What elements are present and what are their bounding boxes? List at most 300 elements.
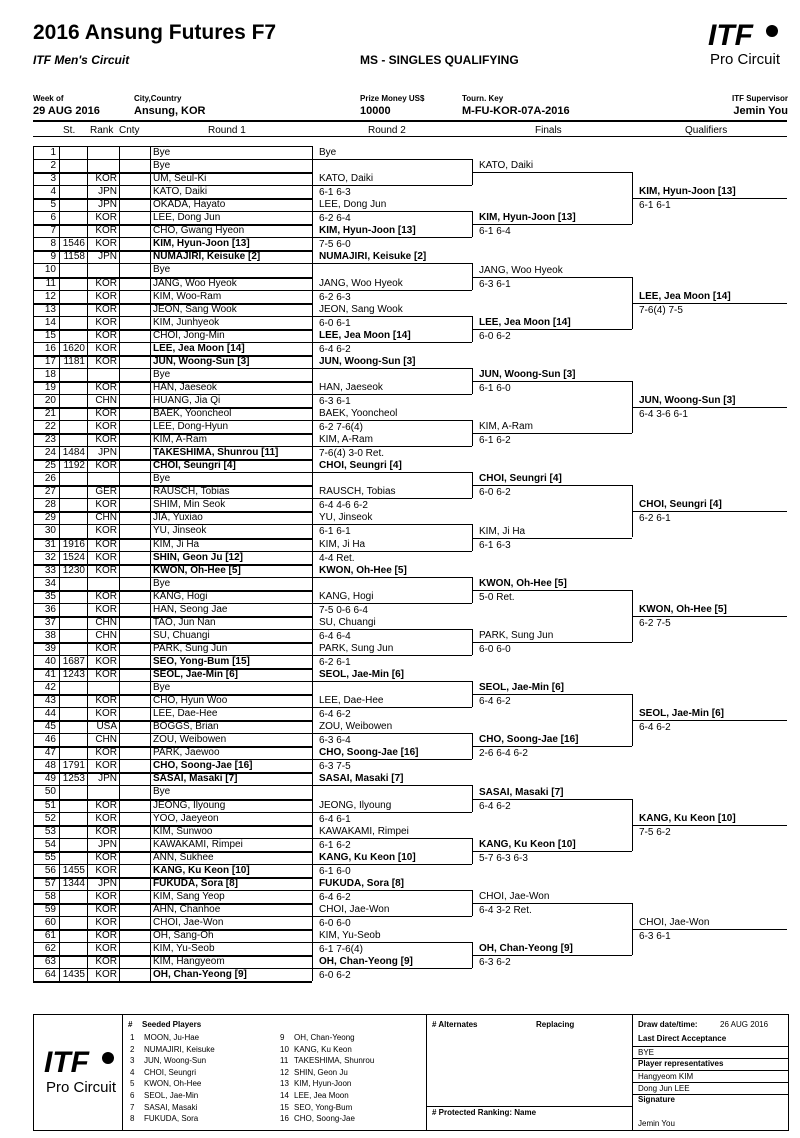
finals-line	[472, 381, 632, 382]
player-country: KOR	[95, 564, 117, 576]
player-rank: 1253	[62, 773, 85, 785]
round2-line	[312, 185, 472, 186]
player-name: KIM, Ji Ha	[153, 538, 200, 550]
player-name: YU, Jinseok	[153, 525, 207, 537]
draw-pos: 36	[44, 603, 56, 615]
footer-sep3	[632, 1015, 633, 1130]
player-name: TAO, Jun Nan	[153, 616, 216, 628]
draw-pos: 17	[44, 355, 56, 367]
seed-number: 15	[280, 1102, 289, 1112]
round2-line	[312, 916, 472, 917]
round2-winner: CHOI, Seungri [4]	[319, 460, 402, 472]
finals-score: 6-4 6-2	[479, 696, 511, 708]
player-rank: 1344	[62, 877, 85, 889]
seed-name: SASAI, Masaki	[144, 1102, 198, 1112]
last-da-value: BYE	[638, 1048, 655, 1057]
player-country: KOR	[95, 381, 117, 393]
draw-pos: 37	[44, 616, 56, 628]
player-country: KOR	[95, 499, 117, 511]
seed-number: 13	[280, 1079, 289, 1089]
round2-line	[312, 968, 472, 969]
finals-score: 5-7 6-3 6-3	[479, 852, 528, 864]
round2-line	[312, 472, 472, 473]
player-rank: 1435	[62, 969, 85, 981]
player-name: KANG, Ku Keon [10]	[153, 864, 250, 876]
player-name: SEOL, Jae-Min [6]	[153, 669, 239, 680]
player-rank: 1620	[62, 342, 85, 354]
ball-icon	[102, 1052, 114, 1064]
draw-pos: 25	[44, 460, 56, 472]
player-name: KIM, Woo-Ram	[153, 290, 222, 302]
player-country: KOR	[95, 277, 117, 289]
draw-pos: 22	[44, 421, 56, 433]
draw-pos: 59	[44, 903, 56, 915]
player-name: OH, Chan-Yeong [9]	[153, 969, 247, 981]
qualifiers-score: 6-4 3-6 6-1	[639, 409, 688, 420]
row-line	[33, 785, 312, 786]
draw-pos: 34	[44, 577, 56, 589]
finals-line	[472, 277, 632, 278]
reps-label: Player representatives	[638, 1059, 724, 1068]
round2-winner: KATO, Daiki	[319, 173, 374, 185]
round2-winner: KIM, A-Ram	[319, 434, 373, 446]
row-line	[33, 146, 312, 147]
player-country: KOR	[95, 825, 117, 837]
player-name: KIM, Yu-Seob	[153, 943, 215, 955]
round2-line	[312, 733, 472, 734]
qualifiers-winner: KANG, Ku Keon [10]	[639, 812, 736, 824]
player-name: JEON, Sang Wook	[153, 303, 237, 315]
player-name: JIA, Yuxiao	[153, 512, 203, 524]
finals-score: 6-0 6-0	[479, 643, 511, 655]
player-name: KIM, Sunwoo	[153, 825, 213, 837]
player-country: KOR	[95, 173, 117, 185]
player-name: LEE, Jea Moon [14]	[153, 342, 245, 354]
round2-score: 6-1 6-1	[319, 526, 351, 538]
supervisor-value: Jemin You	[733, 105, 788, 117]
player-country: KOR	[95, 355, 117, 367]
draw-pos: 58	[44, 890, 56, 902]
finals-line	[472, 538, 632, 539]
round2-winner: SU, Chuangi	[319, 616, 376, 628]
draw-pos: 43	[44, 695, 56, 707]
qualifiers-line	[632, 303, 787, 304]
player-name: LEE, Dong-Hyun	[153, 421, 229, 433]
seeded-hash: #	[128, 1020, 133, 1029]
week-label: Week of	[33, 94, 64, 103]
player-country: KOR	[95, 930, 117, 941]
protected-label: # Protected Ranking: Name	[432, 1108, 537, 1117]
round2-line	[312, 890, 472, 891]
player-country: KOR	[95, 590, 117, 602]
row-line	[33, 981, 312, 983]
player-name: Bye	[153, 473, 171, 485]
player-name: RAUSCH, Tobias	[153, 486, 230, 498]
round2-line	[312, 237, 472, 238]
qualifiers-winner: CHOI, Seungri [4]	[639, 499, 722, 511]
player-name: HUANG, Jia Qi	[153, 394, 221, 406]
finals-winner: KIM, A-Ram	[479, 421, 533, 433]
round2-winner: JANG, Woo Hyeok	[319, 277, 403, 289]
finals-line	[472, 903, 632, 904]
row-line	[33, 263, 312, 264]
seed-name: OH, Chan-Yeong	[294, 1033, 355, 1042]
player-name: Bye	[153, 682, 171, 694]
seed-number: 6	[130, 1091, 135, 1100]
round2-winner: KIM, Ji Ha	[319, 538, 366, 550]
row-line	[33, 472, 312, 473]
draw-pos: 21	[44, 408, 56, 419]
round2-winner: KWON, Oh-Hee [5]	[319, 564, 407, 576]
draw-pos: 60	[44, 916, 56, 928]
signature-label: Signature	[638, 1095, 675, 1104]
finals-score: 6-4 3-2 Ret.	[479, 904, 532, 916]
finals-score: 6-1 6-0	[479, 382, 511, 394]
seeded-title: Seeded Players	[142, 1020, 202, 1029]
round2-score: 6-4 6-4	[319, 630, 351, 642]
player-name: KIM, Hangyeom	[153, 956, 225, 968]
seed-number: 1	[130, 1033, 135, 1042]
round2-line	[312, 316, 472, 317]
player-country: KOR	[95, 747, 117, 759]
round2-score: 6-2 6-3	[319, 291, 351, 303]
draw-pos: 5	[50, 199, 56, 211]
round2-line	[312, 498, 472, 499]
last-da-divider	[632, 1046, 788, 1047]
seed-number: 2	[130, 1044, 135, 1054]
player-name: UM, Seul-Ki	[153, 173, 207, 185]
prize-value: 10000	[360, 105, 391, 117]
round2-winner: OH, Chan-Yeong [9]	[319, 956, 413, 968]
col-qualifiers: Qualifiers	[685, 125, 728, 136]
qualifiers-winner: JUN, Woong-Sun [3]	[639, 395, 736, 406]
seed-name: SHIN, Geon Ju	[294, 1067, 348, 1077]
draw-pos: 26	[44, 473, 56, 485]
protected-divider	[426, 1106, 632, 1107]
finals-score: 6-0 6-2	[479, 487, 511, 499]
round2-line	[312, 577, 472, 578]
player-name: TAKESHIMA, Shunrou [11]	[153, 447, 279, 459]
round2-line	[312, 263, 472, 264]
round2-line	[312, 394, 472, 395]
page-title: 2016 Ansung Futures F7	[33, 21, 277, 44]
round2-score: 4-4 Ret.	[319, 552, 355, 564]
event-name: MS - SINGLES QUALIFYING	[360, 53, 519, 67]
qualifiers-score: 6-2 6-1	[639, 513, 671, 525]
player-country: KOR	[95, 329, 117, 341]
player-country: KOR	[95, 642, 117, 654]
finals-winner: CHO, Soong-Jae [16]	[479, 734, 579, 746]
player-name: CHOI, Jong-Min	[153, 329, 225, 341]
city-label: City,Country	[134, 94, 182, 103]
round2-line	[312, 368, 472, 369]
player-country: KOR	[95, 760, 117, 772]
city-value: Ansung, KOR	[134, 105, 206, 117]
finals-score: 5-0 Ret.	[479, 591, 515, 603]
draw-pos: 51	[44, 799, 56, 811]
player-country: CHN	[95, 512, 117, 524]
round2-score: 6-4 6-2	[319, 343, 351, 355]
player-rank: 1181	[63, 355, 85, 367]
player-name: ANN, Sukhee	[153, 851, 214, 863]
seed-name: TAKESHIMA, Shunrou	[294, 1056, 375, 1066]
rep2-divider	[632, 1082, 788, 1083]
qualifiers-line	[632, 720, 787, 721]
draw-pos: 12	[44, 290, 56, 302]
round2-score: 7-5 0-6 6-4	[319, 604, 368, 616]
logo-text: ITF	[708, 19, 753, 52]
finals-score: 6-3 6-2	[479, 957, 511, 969]
draw-pos: 3	[50, 173, 56, 185]
finals-winner: SEOL, Jae-Min [6]	[479, 682, 565, 694]
player-country: KOR	[95, 812, 117, 824]
player-country: JPN	[98, 251, 117, 263]
draw-pos: 6	[50, 212, 56, 224]
finals-line	[472, 329, 632, 330]
footer-box	[33, 1014, 789, 1131]
draw-pos: 30	[44, 525, 56, 537]
player-country: CHN	[95, 616, 117, 628]
week-value: 29 AUG 2016	[33, 105, 100, 117]
player-rank: 1546	[62, 238, 85, 250]
draw-pos: 1	[50, 147, 56, 158]
draw-pos: 8	[50, 238, 56, 250]
round2-line	[312, 603, 472, 604]
player-name: SHIM, Min Seok	[153, 499, 226, 511]
seed-name: KANG, Ku Keon	[294, 1044, 352, 1054]
draw-pos: 45	[44, 721, 56, 733]
round2-score: 6-4 6-2	[319, 891, 351, 903]
qualifiers-line	[632, 407, 787, 408]
qualifiers-line	[632, 616, 787, 617]
footer-sep2	[426, 1015, 427, 1130]
round2-score: 7-6(4) 3-0 Ret.	[319, 448, 385, 460]
seed-number: 3	[130, 1056, 135, 1066]
player-country: USA	[96, 721, 117, 733]
player-name: SHIN, Geon Ju [12]	[153, 551, 244, 563]
qualifiers-score: 6-3 6-1	[639, 931, 671, 942]
player-country: GER	[95, 486, 117, 498]
draw-pos: 54	[44, 838, 56, 850]
round2-winner: NUMAJIRI, Keisuke [2]	[319, 251, 427, 263]
round2-line	[312, 629, 472, 630]
player-name: LEE, Dong Jun	[153, 212, 221, 224]
player-name: KAWAKAMI, Rimpei	[153, 838, 243, 850]
circuit-name: ITF Men's Circuit	[33, 53, 130, 67]
round2-score: 6-2 6-4	[319, 213, 351, 225]
draw-pos: 16	[44, 342, 56, 354]
player-name: NUMAJIRI, Keisuke [2]	[153, 251, 261, 263]
draw-pos: 57	[44, 877, 56, 889]
round2-winner: LEE, Dae-Hee	[319, 695, 384, 707]
draw-pos: 52	[44, 812, 56, 824]
player-rank: 1916	[62, 538, 85, 550]
round2-score: 6-2 6-1	[319, 656, 351, 668]
player-rank: 1791	[62, 760, 85, 772]
round2-line	[312, 942, 472, 943]
round2-winner: KANG, Hogi	[319, 590, 374, 602]
seed-number: 9	[280, 1033, 285, 1042]
round2-score: 6-4 6-2	[319, 709, 351, 721]
round2-winner: LEE, Dong Jun	[319, 199, 387, 211]
player-country: KOR	[95, 303, 117, 315]
round2-line	[312, 838, 472, 839]
finals-winner: OH, Chan-Yeong [9]	[479, 943, 573, 955]
round2-score: 6-1 7-6(4)	[319, 944, 363, 956]
player-name: JANG, Woo Hyeok	[153, 277, 237, 289]
round2-line	[312, 864, 472, 865]
player-country: KOR	[95, 238, 117, 250]
grid-col-line	[119, 146, 120, 981]
row-line	[33, 159, 312, 160]
player-name: JEONG, Ilyoung	[153, 799, 226, 811]
draw-pos: 42	[44, 682, 56, 694]
round2-line	[312, 446, 472, 447]
round2-winner: JEONG, Ilyoung	[319, 799, 392, 811]
finals-score: 6-1 6-2	[479, 435, 511, 447]
draw-pos: 61	[44, 930, 56, 941]
seed-name: CHO, Soong-Jae	[294, 1114, 355, 1124]
round2-score: 6-3 7-5	[319, 761, 351, 773]
row-line	[33, 681, 312, 682]
round2-winner: KIM, Hyun-Joon [13]	[319, 225, 416, 237]
draw-pos: 24	[44, 447, 56, 459]
round2-winner: JEON, Sang Wook	[319, 303, 403, 315]
finals-winner: CHOI, Jae-Won	[479, 890, 550, 902]
round2-score: 6-1 6-0	[319, 865, 351, 877]
finals-winner: JUN, Woong-Sun [3]	[479, 368, 576, 380]
replacing-label: Replacing	[536, 1020, 575, 1029]
round2-score: 6-3 6-4	[319, 735, 351, 747]
round2-winner: YU, Jinseok	[319, 512, 373, 524]
row-line	[33, 577, 312, 578]
player-name: OKADA, Hayato	[153, 199, 226, 211]
round2-score: 6-2 7-6(4)	[319, 422, 363, 434]
draw-pos: 2	[50, 160, 56, 172]
round2-winner: SEOL, Jae-Min [6]	[319, 669, 405, 681]
player-country: KOR	[95, 434, 117, 446]
finals-line	[472, 851, 632, 852]
player-country: KOR	[95, 460, 117, 472]
player-rank: 1687	[62, 655, 85, 667]
logo-text: ITF	[44, 1046, 89, 1079]
draw-pos: 19	[44, 381, 56, 393]
draw-pos: 15	[44, 329, 56, 341]
itf-logo-bottom	[36, 1043, 126, 1103]
player-country: JPN	[98, 186, 117, 198]
player-rank: 1158	[63, 251, 85, 263]
logo-subtext: Pro Circuit	[710, 51, 781, 68]
player-name: YOO, Jaeyeon	[153, 812, 219, 824]
qualifiers-score: 6-1 6-1	[639, 200, 671, 212]
player-country: KOR	[95, 864, 117, 876]
round2-line	[312, 812, 472, 813]
player-name: Bye	[153, 368, 171, 380]
round2-winner: RAUSCH, Tobias	[319, 486, 396, 498]
round2-score: 6-0 6-2	[319, 970, 351, 982]
seed-number: 5	[130, 1079, 135, 1089]
qualifiers-score: 6-4 6-2	[639, 722, 671, 734]
player-name: KIM, Sang Yeop	[153, 890, 225, 902]
seed-number: 11	[280, 1056, 289, 1066]
player-name: KIM, Junhyeok	[153, 316, 220, 328]
draw-pos: 49	[44, 773, 56, 785]
finals-winner: SASAI, Masaki [7]	[479, 786, 564, 798]
round2-winner: KIM, Yu-Seob	[319, 930, 381, 942]
draw-pos: 9	[50, 251, 56, 263]
player-country: KOR	[95, 669, 117, 680]
finals-score: 6-1 6-3	[479, 539, 511, 551]
seed-number: 4	[130, 1067, 135, 1077]
player-country: KOR	[95, 890, 117, 902]
finals-line	[472, 172, 632, 173]
round2-winner: BAEK, Yooncheol	[319, 408, 398, 420]
player-country: JPN	[98, 447, 117, 459]
draw-pos: 33	[44, 564, 56, 576]
player-name: KIM, Hyun-Joon [13]	[153, 238, 250, 250]
round2-score: 6-4 6-1	[319, 813, 351, 825]
col-round1: Round 1	[208, 125, 246, 136]
round2-winner: SASAI, Masaki [7]	[319, 773, 404, 785]
finals-line	[472, 433, 632, 434]
player-country: KOR	[95, 538, 117, 550]
seed-name: FUKUDA, Sora	[144, 1114, 199, 1124]
finals-winner: KATO, Daiki	[479, 160, 534, 172]
draw-date-value: 26 AUG 2016	[720, 1020, 769, 1029]
round2-winner: CHOI, Jae-Won	[319, 903, 390, 915]
qualifiers-score: 7-6(4) 7-5	[639, 304, 683, 316]
draw-pos: 13	[44, 303, 56, 315]
player-country: JPN	[98, 773, 117, 785]
draw-pos: 10	[44, 264, 56, 276]
player-country: CHN	[95, 629, 117, 641]
player-name: OH, Sang-Oh	[153, 930, 214, 941]
round2-line	[312, 342, 472, 343]
player-name: BAEK, Yooncheol	[153, 408, 232, 419]
player-country: KOR	[95, 316, 117, 328]
draw-pos: 44	[44, 708, 56, 720]
player-name: CHO, Soong-Jae [16]	[153, 760, 253, 772]
player-country: JPN	[98, 877, 117, 889]
player-country: KOR	[95, 851, 117, 863]
finals-winner: KWON, Oh-Hee [5]	[479, 577, 567, 589]
player-name: JUN, Woong-Sun [3]	[153, 355, 250, 367]
draw-pos: 29	[44, 512, 56, 524]
draw-pos: 62	[44, 943, 56, 955]
finals-line	[472, 694, 632, 695]
seed-name: SEOL, Jae-Min	[144, 1091, 199, 1100]
draw-pos: 40	[44, 655, 56, 667]
draw-pos: 53	[44, 825, 56, 837]
player-name: PARK, Jaewoo	[153, 747, 220, 759]
tourn-value: M-FU-KOR-07A-2016	[462, 105, 570, 117]
draw-pos: 63	[44, 956, 56, 968]
draw-pos: 11	[45, 277, 56, 289]
qualifiers-line	[632, 825, 787, 826]
player-name: HAN, Seong Jae	[153, 603, 228, 615]
round2-winner: KAWAKAMI, Rimpei	[319, 825, 409, 837]
last-da-label: Last Direct Acceptance	[638, 1034, 727, 1043]
round2-winner: JUN, Woong-Sun [3]	[319, 355, 416, 367]
col-finals: Finals	[535, 125, 562, 136]
draw-date-label: Draw date/time:	[638, 1020, 698, 1029]
finals-winner: KIM, Hyun-Joon [13]	[479, 212, 576, 224]
player-country: KOR	[95, 655, 117, 667]
round2-score: 6-0 6-0	[319, 917, 351, 929]
finals-line	[472, 224, 632, 225]
qualifiers-score: 7-5 6-2	[639, 826, 671, 838]
round2-winner: KANG, Ku Keon [10]	[319, 851, 416, 863]
